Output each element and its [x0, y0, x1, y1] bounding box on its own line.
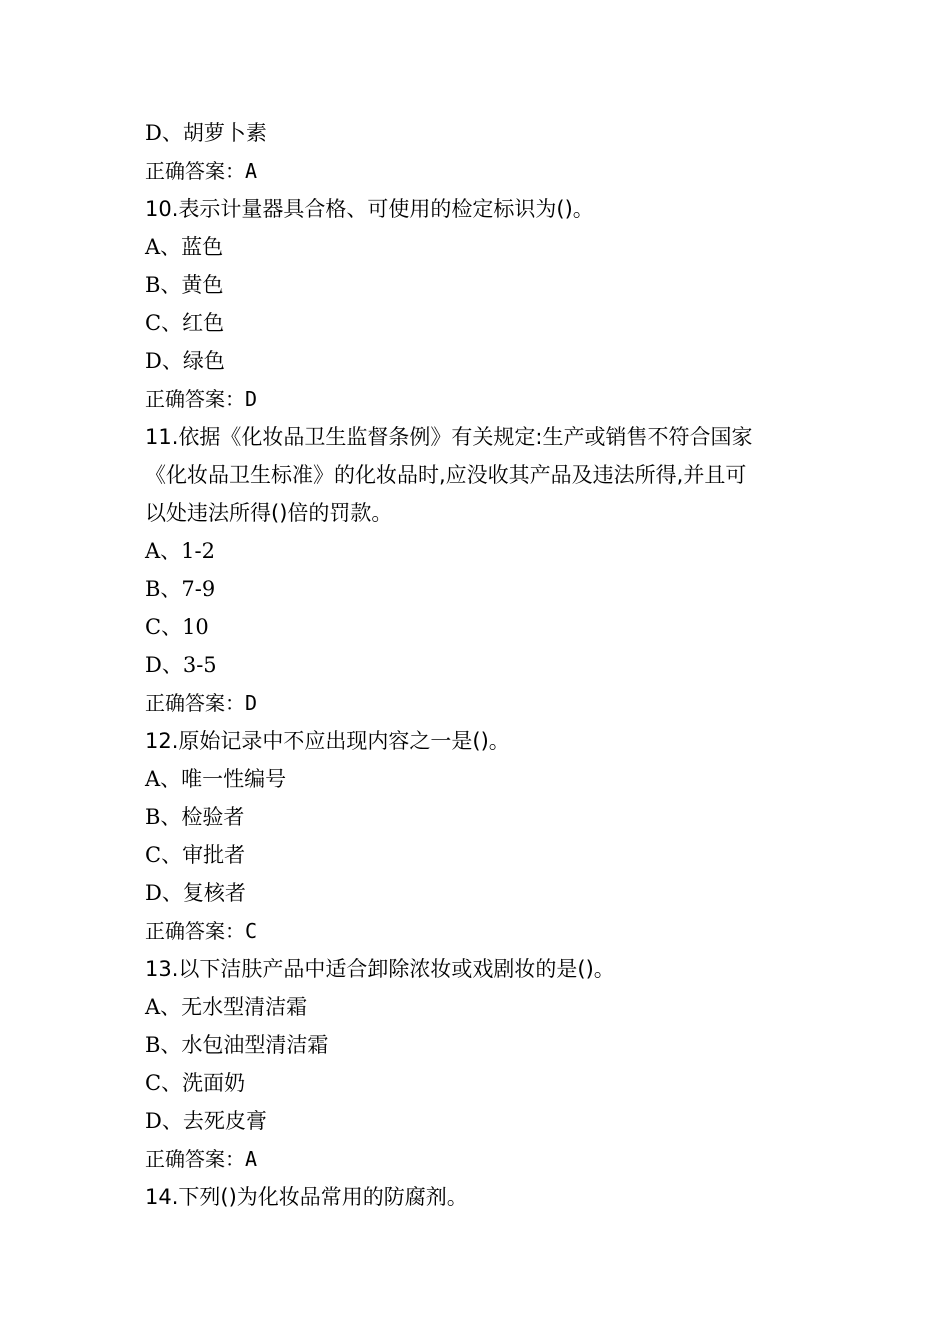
option-b: B、7-9: [145, 577, 216, 601]
answer-line: 正确答案：C: [145, 919, 258, 943]
option-d: D、胡萝卜素: [145, 121, 267, 145]
option-c: C、洗面奶: [145, 1071, 246, 1095]
question-13: 13.以下洁肤产品中适合卸除浓妆或戏剧妆的是()。: [145, 957, 615, 981]
question-10: 10.表示计量器具合格、可使用的检定标识为()。: [145, 197, 594, 221]
option-d: D、3-5: [145, 653, 217, 677]
option-a: A、蓝色: [145, 235, 224, 259]
option-c: C、审批者: [145, 843, 246, 867]
question-14: 14.下列()为化妆品常用的防腐剂。: [145, 1185, 468, 1209]
option-c: C、10: [145, 615, 209, 639]
question-11-line-2: 《化妆品卫生标准》的化妆品时,应没收其产品及违法所得,并且可: [145, 463, 747, 487]
option-a: A、唯一性编号: [145, 767, 287, 791]
answer-line: 正确答案：A: [145, 159, 258, 183]
answer-line: 正确答案：D: [145, 691, 258, 715]
option-b: B、检验者: [145, 805, 245, 829]
option-d: D、绿色: [145, 349, 225, 373]
option-b: B、黄色: [145, 273, 224, 297]
option-d: D、复核者: [145, 881, 246, 905]
option-c: C、红色: [145, 311, 225, 335]
answer-line: 正确答案：D: [145, 387, 258, 411]
answer-line: 正确答案：A: [145, 1147, 258, 1171]
question-11-line-3: 以处违法所得()倍的罚款。: [145, 501, 393, 525]
option-b: B、水包油型清洁霜: [145, 1033, 329, 1057]
document-body: [145, 114, 825, 1216]
question-12: 12.原始记录中不应出现内容之一是()。: [145, 729, 510, 753]
question-11-line-1: 11.依据《化妆品卫生监督条例》有关规定:生产或销售不符合国家: [145, 425, 753, 449]
option-a: A、1-2: [145, 539, 215, 563]
option-a: A、无水型清洁霜: [145, 995, 308, 1019]
option-d: D、去死皮膏: [145, 1109, 267, 1133]
